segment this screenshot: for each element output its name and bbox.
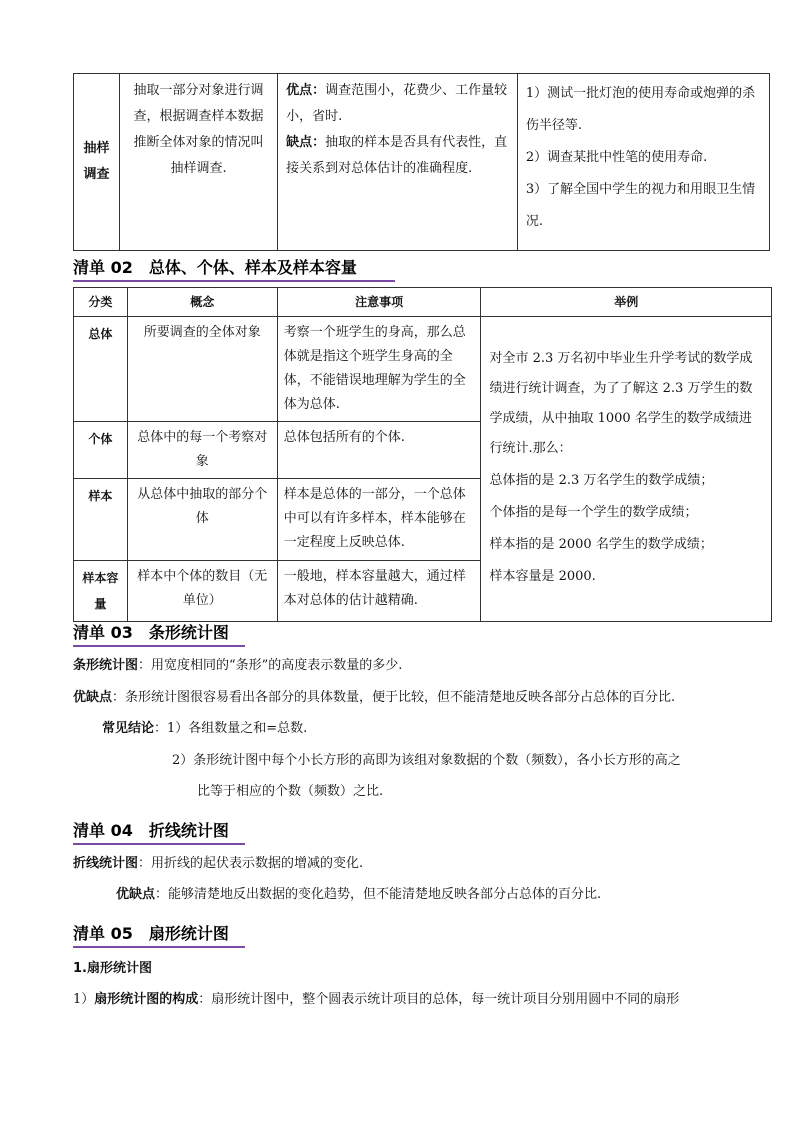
bar-chart-conclusion-2-cont: 比等于相应的个数（频数）之比. bbox=[197, 784, 384, 799]
example-line: 样本容量是 2000. bbox=[489, 569, 596, 584]
example-line: 对全市 2.3 万名初中毕业生升学考试的数学成绩进行统计调查，为了了解这 2.3 万学生的数学成绩，从中抽取 1000 名学生的数学成绩进行统计.那么： bbox=[489, 351, 753, 456]
term-text: ：扇形统计图中，整个圆表示统计项目的总体，每一统计项目分别用圆中不同的扇形 bbox=[198, 992, 680, 1007]
kind-cell: 总体 bbox=[74, 317, 128, 422]
bar-chart-conclusion-2: 2）条形统计图中每个小长方形的高即为该组对象数据的个数（频数），各小长方形的高之 bbox=[172, 753, 681, 768]
section-03-title-text: 清单 03 条形统计图 bbox=[73, 623, 229, 642]
bar-chart-definition bbox=[73, 656, 402, 676]
title-underline bbox=[73, 280, 395, 282]
bar-chart-pros-cons bbox=[73, 688, 675, 708]
title-underline bbox=[73, 645, 245, 647]
row-label: 抽样调查 bbox=[74, 74, 120, 251]
term-text: ：用宽度相同的“条形”的高度表示数量的多少. bbox=[138, 658, 403, 673]
note-cell: 考察一个班学生的身高，那么总体就是指这个班学生身高的全体，不能错误地理解为学生的全体为总体. bbox=[277, 317, 481, 422]
note-cell: 一般地，样本容量越大，通过样本对总体的估计越精确. bbox=[277, 561, 481, 622]
concept-cell: 样本中个体的数目（无单位） bbox=[127, 561, 277, 622]
example-line: 个体指的是每一个学生的数学成绩； bbox=[489, 505, 698, 520]
header-cell: 概念 bbox=[127, 288, 277, 317]
table-row bbox=[74, 74, 770, 251]
section-02-title-text: 清单 02 总体、个体、样本及样本容量 bbox=[73, 258, 357, 277]
term-text: ：能够清楚地反出数据的变化趋势，但不能清楚地反映各部分占总体的百分比. bbox=[155, 887, 602, 902]
concept-cell: 所要调查的全体对象 bbox=[127, 317, 277, 422]
sampling-survey-table bbox=[73, 73, 770, 251]
term-label: 折线统计图 bbox=[73, 856, 139, 871]
bar-chart-conclusion-1 bbox=[102, 719, 307, 739]
note-cell: 样本是总体的一部分，一个总体中可以有许多样本，样本能够在一定程度上反映总体. bbox=[277, 479, 481, 561]
example-item: 1）测试一批灯泡的使用寿命或炮弹的杀伤半径等. bbox=[525, 86, 756, 133]
line-chart-pros-cons bbox=[116, 885, 601, 905]
section-05-title-text: 清单 05 扇形统计图 bbox=[73, 924, 229, 943]
cons-text: 抽取的样本是否具有代表性，直接关系到对总体估计的准确程度. bbox=[286, 135, 508, 176]
concept-cell: 总体中的每一个考察对象 bbox=[127, 422, 277, 479]
note-cell: 总体包括所有的个体. bbox=[277, 422, 481, 479]
header-cell: 注意事项 bbox=[277, 288, 481, 317]
section-02-title bbox=[73, 255, 395, 282]
term-label: 条形统计图 bbox=[73, 658, 139, 673]
concept-cell: 从总体中抽取的部分个体 bbox=[127, 479, 277, 561]
pros-text: 调查范围小，花费少、工作量较小，省时. bbox=[286, 83, 508, 124]
kind-cell: 个体 bbox=[74, 422, 128, 479]
term-text: ：条形统计图很容易看出各部分的具体数量，便于比较，但不能清楚地反映各部分占总体的百分比. bbox=[112, 690, 676, 705]
table-header-row bbox=[74, 288, 772, 317]
header-cell: 举例 bbox=[481, 288, 772, 317]
example-line: 总体指的是 2.3 万名学生的数学成绩； bbox=[489, 473, 714, 488]
definition-cell: 抽取一部分对象进行调查，根据调查样本数据推断全体对象的情况叫抽样调查. bbox=[119, 74, 277, 251]
table-row bbox=[74, 317, 772, 422]
section-05-title bbox=[73, 921, 245, 948]
term-label: 优缺点 bbox=[116, 887, 156, 902]
header-cell: 分类 bbox=[74, 288, 128, 317]
pie-chart-subtitle: 1.扇形统计图 bbox=[73, 961, 152, 976]
kind-cell: 样本 bbox=[74, 479, 128, 561]
population-sample-table bbox=[73, 287, 772, 622]
term-label: 优缺点 bbox=[73, 690, 113, 705]
section-04-title-text: 清单 04 折线统计图 bbox=[73, 821, 229, 840]
title-underline bbox=[73, 843, 245, 845]
example-item: 2）调查某批中性笔的使用寿命. bbox=[525, 150, 708, 165]
item-number: 1） bbox=[73, 992, 95, 1007]
section-04-title bbox=[73, 818, 245, 845]
line-chart-definition bbox=[73, 854, 363, 874]
example-line: 样本指的是 2000 名学生的数学成绩； bbox=[489, 537, 713, 552]
cons-label: 缺点： bbox=[286, 135, 326, 150]
term-label: 常见结论 bbox=[102, 721, 155, 736]
pros-cons-cell bbox=[278, 74, 518, 251]
kind-cell: 样本容量 bbox=[74, 561, 128, 622]
pros-label: 优点： bbox=[286, 83, 326, 98]
example-item: 3）了解全国中学生的视力和用眼卫生情况. bbox=[525, 182, 756, 229]
pie-chart-composition bbox=[73, 990, 679, 1010]
term-text: ：1）各组数量之和=总数. bbox=[154, 721, 308, 736]
example-cell bbox=[481, 317, 772, 622]
title-underline bbox=[73, 946, 245, 948]
term-text: ：用折线的起伏表示数据的增减的变化. bbox=[138, 856, 364, 871]
examples-cell bbox=[517, 74, 769, 251]
term-label: 扇形统计图的构成 bbox=[94, 992, 199, 1007]
section-03-title bbox=[73, 620, 245, 647]
